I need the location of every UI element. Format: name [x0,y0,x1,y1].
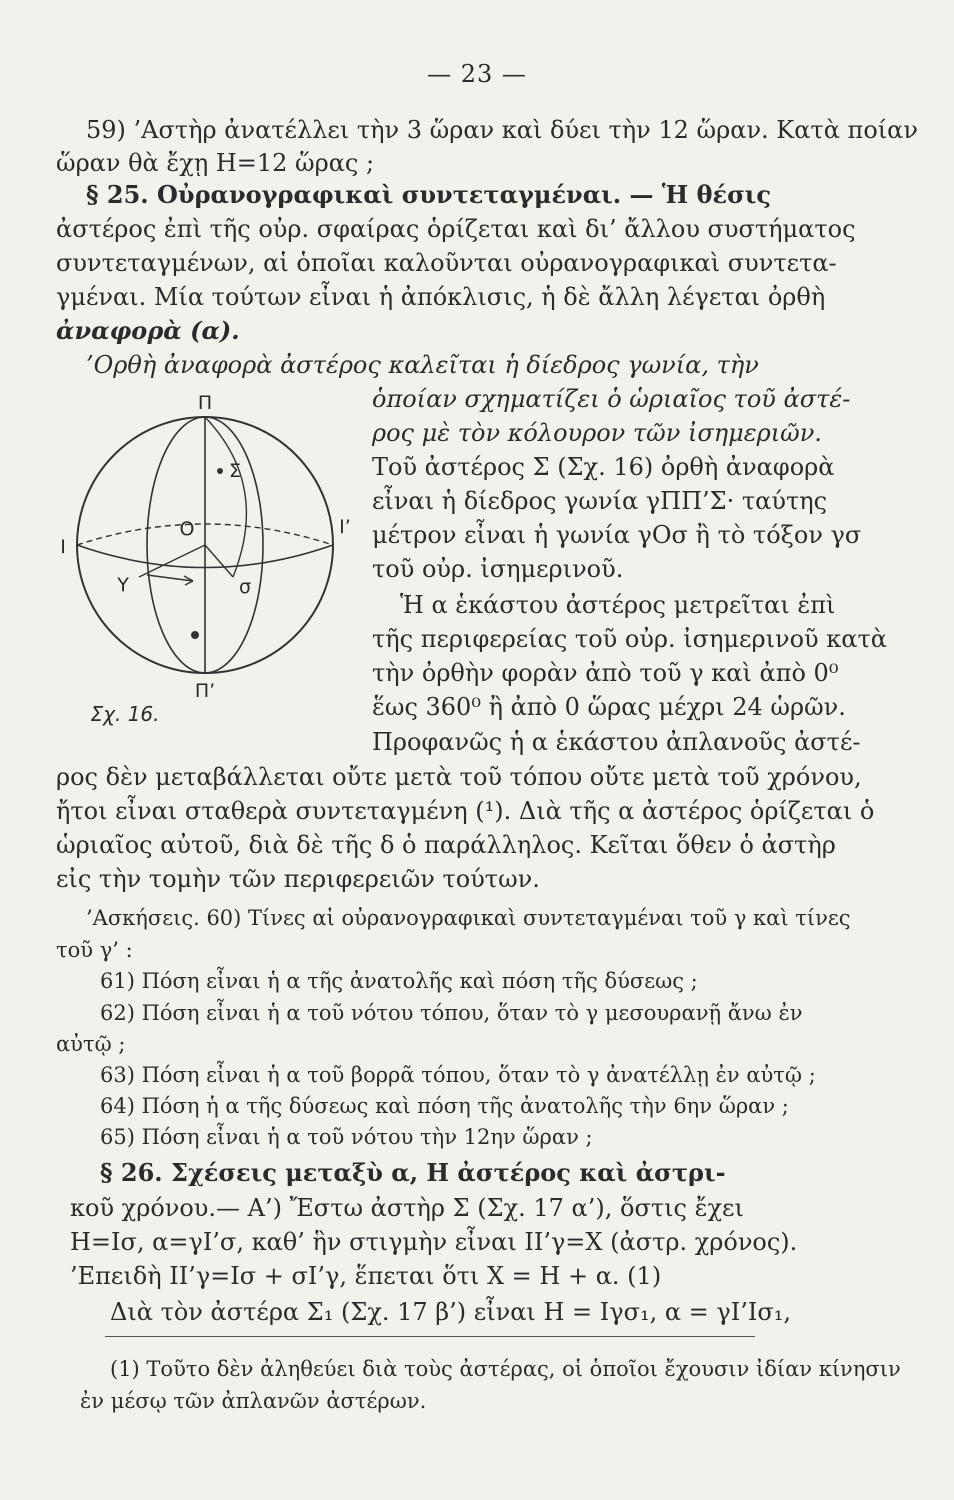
text-line: Διὰ τὸν ἀστέρα Σ₁ (Σχ. 17 β’) εἶναι Η = Ιγσ₁, α = γΙ’Ισ₁, [110,1298,791,1326]
section-heading: § 26. Σχέσεις μεταξὺ α, Η ἀστέρος καὶ ἀστρι- [100,1158,726,1187]
exercise-line: ’Ασκήσεις. 60) Τίνες αἱ οὐρανογραφικαὶ συντεταγμέναι τοῦ γ καὶ τίνες [86,906,851,930]
star-marker [191,631,199,639]
text-line: ἀστέρος ἐπὶ τῆς οὐρ. σφαίρας ὁρίζεται καὶ δι’ ἄλλου συστήματος [56,215,856,243]
star-sigma-marker [217,468,223,474]
line-o-sigma [205,545,233,577]
text-line: Ἡ α ἑκάστου ἀστέρος μετρεῖται ἐπὶ [400,591,836,619]
celestial-sphere-diagram [55,385,355,730]
text-line: μέτρον εἶναι ἡ γωνία γΟσ ἢ τὸ τόξον γσ [372,521,862,549]
label-south-pole: Π’ [194,680,216,702]
exercise-line: τοῦ γ’ : [56,938,133,962]
label-gamma: Υ [117,574,129,596]
text-line: κοῦ χρόνου.— Α’) Ἔστω ἀστὴρ Σ (Σχ. 17 α’), ὅστις ἔχει [70,1194,744,1222]
exercise-line: 61) Πόση εἶναι ἡ α τῆς ἀνατολῆς καὶ πόση τῆς δύσεως ; [100,969,698,993]
text-line: Προφανῶς ἡ α ἑκάστου ἀπλανοῦς ἀστέ- [372,728,861,756]
page-number: — 23 — [427,60,527,88]
text-line: γμέναι. Μία τούτων εἶναι ἡ ἀπόκλισις, ἡ δὲ ἄλλη λέγεται ὀρθὴ [56,283,826,311]
text-line: ἤτοι εἶναι σταθερὰ συντεταγμένη (¹). Διὰ τῆς α ἀστέρος ὁρίζεται ὁ [56,797,875,825]
text-line: ὥραν θὰ ἔχῃ Η=12 ὥρας ; [56,149,375,177]
text-line: εἰς τὴν τομὴν τῶν περιφερειῶν τούτων. [56,865,540,893]
label-star: Σ [228,460,242,482]
text-line: Η=Ισ, α=γΙ’σ, καθ’ ἣν στιγμὴν εἶναι ΙΙ’γ=Χ (ἀστρ. χρόνος). [70,1228,798,1256]
section-heading: § 25. Οὐρανογραφικαὶ συντεταγμέναι. — Ἡ θέσις [86,180,771,209]
footnote-line: ἐν μέσῳ τῶν ἀπλανῶν ἀστέρων. [80,1389,427,1413]
label-sigma-point: σ [238,576,252,598]
text-line: ἕως 360⁰ ἢ ἀπὸ 0 ὥρας μέχρι 24 ὡρῶν. [372,693,846,721]
text-line: 59) ’Αστὴρ ἀνατέλλει τὴν 3 ὥραν καὶ δύει τὴν 12 ὥραν. Κατὰ ποίαν [86,116,918,144]
figure-celestial-sphere [55,385,355,730]
exercise-line: 65) Πόση εἶναι ἡ α τοῦ νότου τὴν 12ην ὥραν ; [100,1125,593,1149]
exercise-line: αὐτῷ ; [56,1032,126,1056]
definition-line: ’Ορθὴ ἀναφορὰ ἀστέρος καλεῖται ἡ δίεδρος γωνία, τὴν [86,351,759,379]
footnote-divider [105,1336,755,1337]
text-line: ὡριαῖος αὐτοῦ, διὰ δὲ τῆς δ ὁ παράλληλος. Κεῖται ὅθεν ὁ ἀστὴρ [56,831,836,859]
line-o-gamma [139,545,205,577]
text-line: εἶναι ἡ δίεδρος γωνία γΠΠ’Σ· ταύτης [372,487,828,515]
footnote-line: (1) Τοῦτο δὲν ἀληθεύει διὰ τοὺς ἀστέρας, οἱ ὁποῖοι ἔχουσιν ἰδίαν κίνησιν [110,1357,901,1381]
text-line: ἀναφορὰ (α). [56,316,240,345]
label-north-pole: Π [197,392,213,414]
figure-caption: Σχ. 16. [90,702,160,726]
exercise-line: 63) Πόση εἶναι ἡ α τοῦ βορρᾶ τόπου, ὅταν τὸ γ ἀνατέλλῃ ἐν αὐτῷ ; [100,1063,816,1087]
gamma-arrow [147,575,193,581]
text-line: τῆς περιφερείας τοῦ οὐρ. ἰσημερινοῦ κατὰ [372,625,887,653]
label-center: Ο [179,518,195,540]
label-right: Ι’ [339,516,351,538]
definition-line: ὁποίαν σχηματίζει ὁ ὡριαῖος τοῦ ἀστέ- [372,385,851,413]
exercise-line: 64) Πόση ἡ α τῆς δύσεως καὶ πόση τῆς ἀνατολῆς τὴν 6ην ὥραν ; [100,1094,789,1118]
text-line: Τοῦ ἀστέρος Σ (Σχ. 16) ὀρθὴ ἀναφορὰ [372,453,835,481]
text-line: ρος δὲν μεταβάλλεται οὔτε μετὰ τοῦ τόπου οὔτε μετὰ τοῦ χρόνου, [56,763,862,791]
text-line: τὴν ὀρθὴν φορὰν ἀπὸ τοῦ γ καὶ ἀπὸ 0⁰ [372,659,839,687]
exercise-line: 62) Πόση εἶναι ἡ α τοῦ νότου τόπου, ὅταν τὸ γ μεσουρανῇ ἄνω ἐν [100,1001,803,1025]
label-left: Ι [60,536,66,558]
text-line: ’Επειδὴ ΙΙ’γ=Ισ + σΙ’γ, ἕπεται ὅτι Χ = Η + α. (1) [70,1262,662,1290]
text-line: τοῦ οὐρ. ἰσημερινοῦ. [372,555,624,583]
definition-line: ρος μὲ τὸν κόλουρον τῶν ἰσημεριῶν. [372,419,822,447]
text-line: συντεταγμένων, αἱ ὁποῖαι καλοῦνται οὐρανογραφικαὶ συντετα- [56,249,837,277]
